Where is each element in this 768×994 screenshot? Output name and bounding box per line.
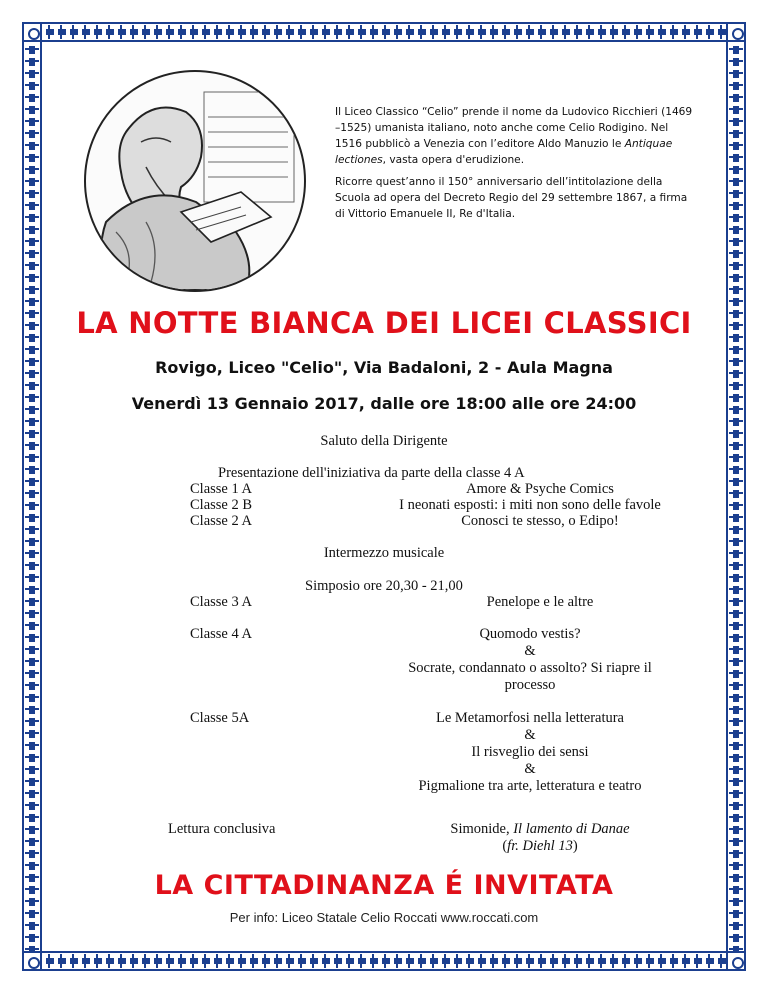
program-activity-block xyxy=(380,626,680,694)
intro-paragraph-1 xyxy=(335,104,695,168)
border-corner-ornament xyxy=(22,22,42,42)
program-activity-line: Socrate, condannato o assolto? Si riapre il xyxy=(408,660,652,676)
program-activity-title: Amore & Psyche Comics xyxy=(466,481,614,497)
program-ampersand: & xyxy=(524,643,536,659)
program-final-label: Lettura conclusiva xyxy=(168,821,276,837)
program-ampersand: & xyxy=(524,761,536,777)
border-corner-ornament xyxy=(22,951,42,971)
event-title: LA NOTTE BIANCA DEI LICEI CLASSICI xyxy=(76,306,692,340)
border-corner-ornament xyxy=(726,22,746,42)
contact-info: Per info: Liceo Statale Celio Roccati www.roccati.com xyxy=(229,910,539,925)
intro-p1-italic-title: Antiquae lectiones xyxy=(335,138,673,166)
program-final-reading xyxy=(400,821,680,855)
program-class-label: Classe 2 A xyxy=(190,513,253,529)
program-interlude: Intermezzo musicale xyxy=(323,545,445,561)
intro-paragraph-2: Ricorre quest’anno il 150° anniversario dell’intitolazione della Scuola ad opera del Decreto Regio del 29 settembre 1867, a firma di Vittorio Emanuele II, Re d'Italia. xyxy=(335,176,688,220)
program-activity-title: Conosci te stesso, o Edipo! xyxy=(461,513,619,529)
program-activity-title: I neonati esposti: i miti non sono delle favole xyxy=(399,497,661,513)
intro-p1-text: Il Liceo Classico “Celio” prende il nome da Ludovico Ricchieri (1469 –1525) umanista italiano, noto anche come Celio Rodigino. Nel 1516 pubblicò a Venezia con l’editore Aldo Manuzio le xyxy=(335,106,693,150)
program-activity-title: Penelope e le altre xyxy=(486,594,594,610)
program-activity-block xyxy=(380,710,680,795)
program-class-label: Classe 2 B xyxy=(190,497,253,513)
greek-key-border-bottom xyxy=(22,951,746,971)
greek-key-border-left xyxy=(22,22,42,971)
program-class-label: Classe 5A xyxy=(190,710,250,726)
scholar-reading-illustration xyxy=(86,72,304,290)
program-class-label: Classe 3 A xyxy=(190,594,253,610)
final-author: Simonide, xyxy=(450,821,514,837)
final-work-title: Il lamento di Danae xyxy=(513,821,630,837)
program-activity-line: Le Metamorfosi nella letteratura xyxy=(435,710,624,726)
final-fragment-ref: fr. Diehl 13 xyxy=(507,838,573,854)
program-ampersand: & xyxy=(524,727,536,743)
border-corner-ornament xyxy=(726,951,746,971)
closing-invitation: LA CITTADINANZA É INVITATA xyxy=(154,870,614,901)
event-datetime: Venerdì 13 Gennaio 2017, dalle ore 18:00 alle ore 24:00 xyxy=(131,394,637,413)
program-class-label: Classe 4 A xyxy=(190,626,253,642)
intro-p1-text-end: , vasta opera d'erudizione. xyxy=(382,154,525,166)
program-symposium: Simposio ore 20,30 - 21,00 xyxy=(305,578,463,594)
greek-key-border-top xyxy=(22,22,746,42)
program-activity-line: Pigmalione tra arte, letteratura e teatro xyxy=(418,778,642,794)
paren-open: ( xyxy=(502,838,508,854)
celio-portrait-image xyxy=(84,70,306,292)
paren-close: ) xyxy=(572,838,578,854)
program-activity-line: Quomodo vestis? xyxy=(479,626,581,642)
event-location: Rovigo, Liceo "Celio", Via Badaloni, 2 - Aula Magna xyxy=(155,358,613,377)
intro-text xyxy=(335,104,695,228)
program-class-label: Classe 1 A xyxy=(190,481,253,497)
program-presentation: Presentazione dell'iniziativa da parte della classe 4 A xyxy=(218,465,525,481)
program-activity-line: processo xyxy=(504,677,556,693)
greek-key-border-right xyxy=(726,22,746,971)
program-activity-line: Il risveglio dei sensi xyxy=(471,744,589,760)
program-greeting: Saluto della Dirigente xyxy=(320,433,448,449)
